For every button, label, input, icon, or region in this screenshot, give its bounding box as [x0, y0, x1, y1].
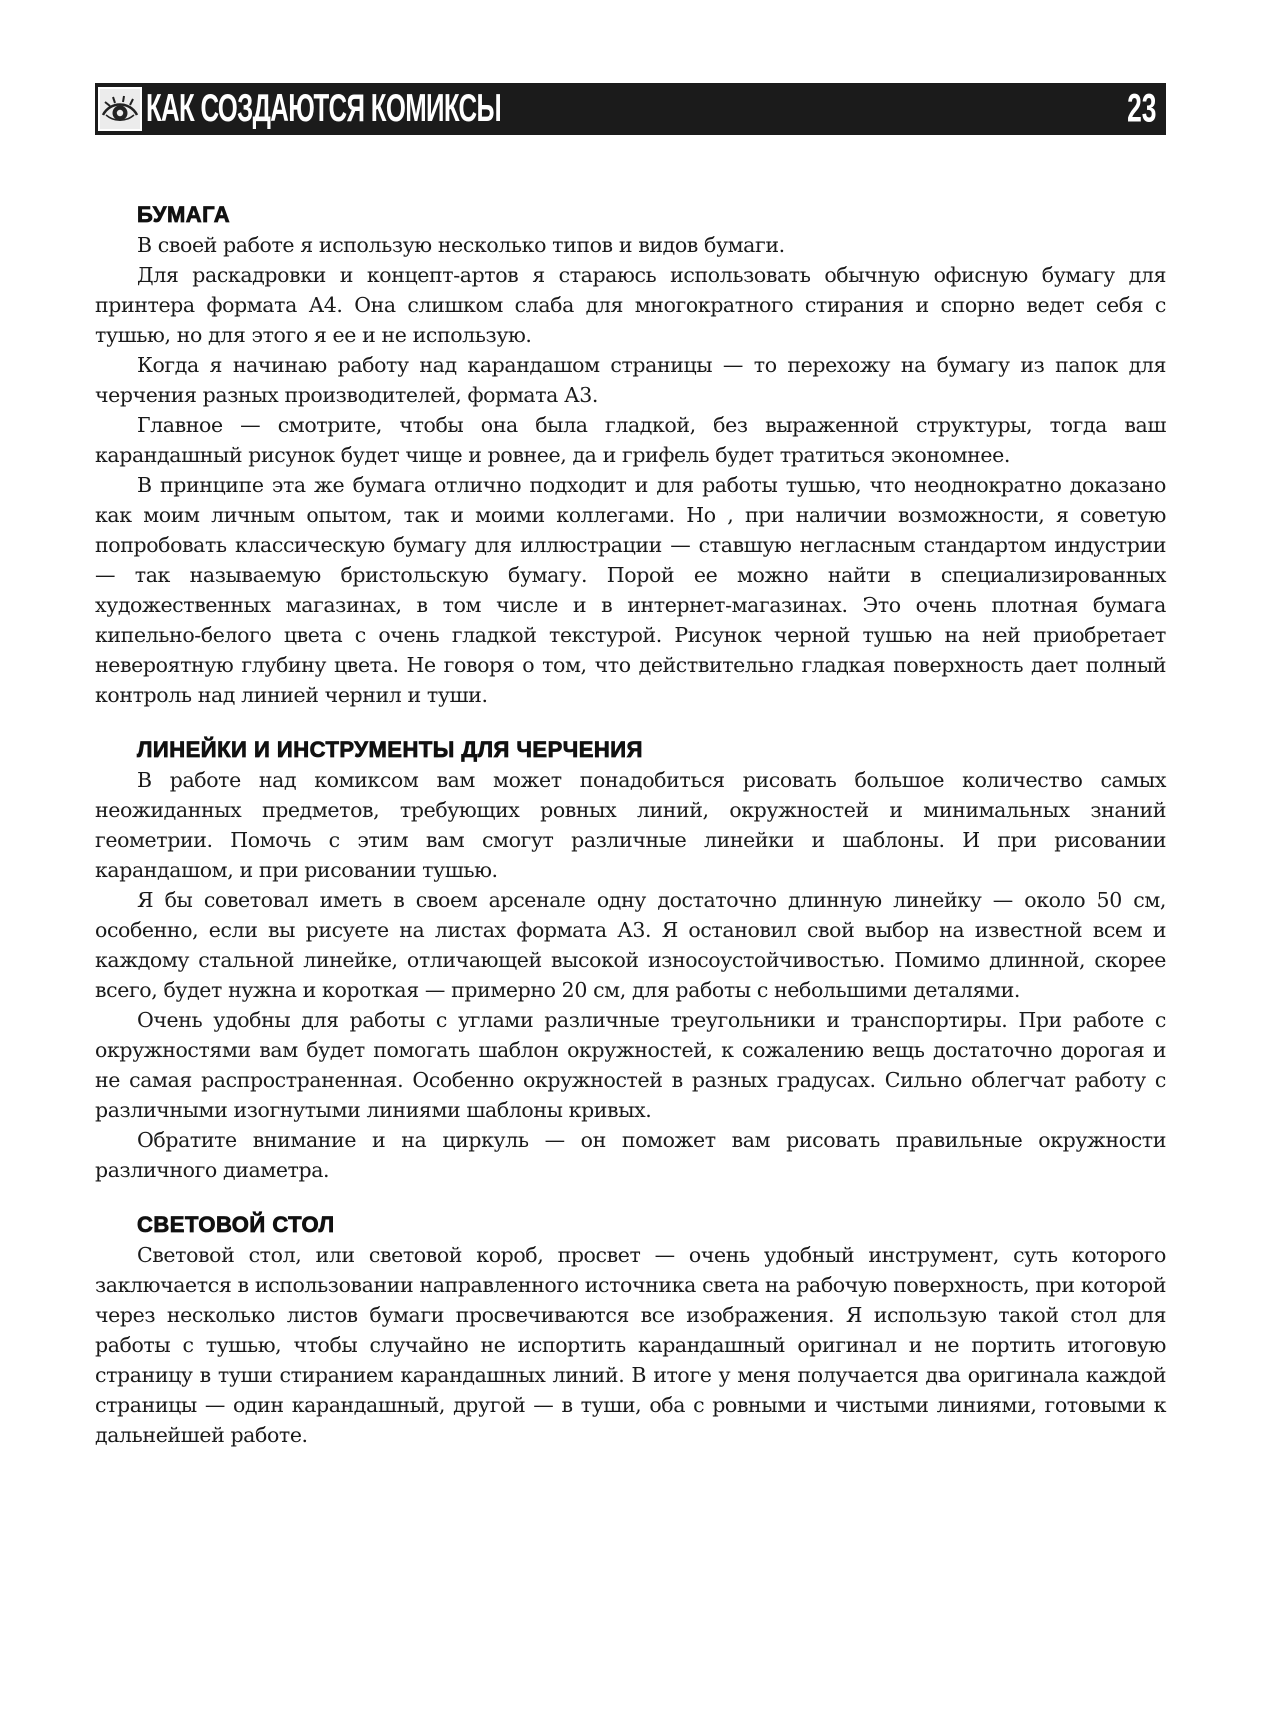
paragraph: Когда я начинаю работу над карандашом страницы — то перехожу на бумагу из папок для черчения разных производителей, формата А3.	[95, 353, 1166, 407]
page-number: 23	[1126, 86, 1156, 131]
header-title: КАК СОЗДАЮТСЯ КОМИКСЫ	[146, 87, 502, 130]
section-rulers	[95, 735, 1166, 1185]
paragraph: Обратите внимание и на циркуль — он поможет вам рисовать правильные окружности различного диаметра.	[95, 1128, 1166, 1182]
article-body	[95, 200, 1166, 1450]
section-light-table	[95, 1210, 1166, 1450]
paragraph: В своей работе я использую несколько типов и видов бумаги.	[137, 233, 785, 257]
section-heading: БУМАГА	[137, 202, 231, 227]
eye-logo-icon	[98, 87, 142, 131]
paragraph: Для раскадровки и концепт-артов я стараюсь использовать обычную офисную бумагу для принтера формата А4. Она слишком слаба для многократного стирания и спорно ведет себя с тушью, но для этого я ее и не использую.	[95, 263, 1166, 347]
paragraph: Я бы советовал иметь в своем арсенале одну достаточно длинную линейку — около 50 см, особенно, если вы рисуете на листах формата А3. Я остановил свой выбор на известной всем и каждому стальной линейке, отличающей высокой износоустойчивостью. Помимо длинной, скорее всего, будет нужна и короткая — примерно 20 см, для работы с небольшими деталями.	[95, 888, 1166, 1002]
section-heading: СВЕТОВОЙ СТОЛ	[137, 1212, 335, 1237]
paragraph: В работе над комиксом вам может понадобиться рисовать большое количество самых неожиданных предметов, требующих ровных линий, окружностей и минимальных знаний геометрии. Помочь с этим вам смогут различные линейки и шаблоны. И при рисовании карандашом, и при рисовании тушью.	[95, 768, 1166, 882]
paragraph: Главное — смотрите, чтобы она была гладкой, без выраженной структуры, тогда ваш карандашный рисунок будет чище и ровнее, да и грифель будет тратиться экономнее.	[95, 413, 1166, 467]
section-paper	[95, 200, 1166, 710]
header-bar	[95, 83, 1166, 135]
paragraph: Очень удобны для работы с углами различные треугольники и транспортиры. При работе с окружностями вам будет помогать шаблон окружностей, к сожалению вещь достаточно дорогая и не самая распространенная. Особенно окружностей в разных градусах. Сильно облегчат работу с различными изогнутыми линиями шаблоны кривых.	[95, 1008, 1166, 1122]
section-heading: ЛИНЕЙКИ И ИНСТРУМЕНТЫ ДЛЯ ЧЕРЧЕНИЯ	[137, 737, 643, 762]
paragraph: В принципе эта же бумага отлично подходит и для работы тушью, что неоднократно доказано как моим личным опытом, так и моими коллегами. Но , при наличии возможности, я советую попробовать классическую бумагу для иллюстрации — ставшую негласным стандартом индустрии — так называемую бристольскую бумагу. Порой ее можно найти в специализированных художественных магазинах, в том числе и в интернет-магазинах. Это очень плотная бумага кипельно-белого цвета с очень гладкой текстурой. Рисунок черной тушью на ней приобретает невероятную глубину цвета. Не говоря о том, что действительно гладкая поверхность дает полный контроль над линией чернил и туши.	[95, 473, 1166, 707]
paragraph: Световой стол, или световой короб, просвет — очень удобный инструмент, суть которого заключается в использовании направленного источника света на рабочую поверхность, при которой через несколько листов бумаги просвечиваются все изображения. Я использую такой стол для работы с тушью, чтобы случайно не испортить карандашный оригинал и не портить итоговую страницу в туши стиранием карандашных линий. В итоге у меня получается два оригинала каждой страницы — один карандашный, другой — в туши, оба с ровными и чистыми линиями, готовыми к дальнейшей работе.	[95, 1243, 1166, 1447]
